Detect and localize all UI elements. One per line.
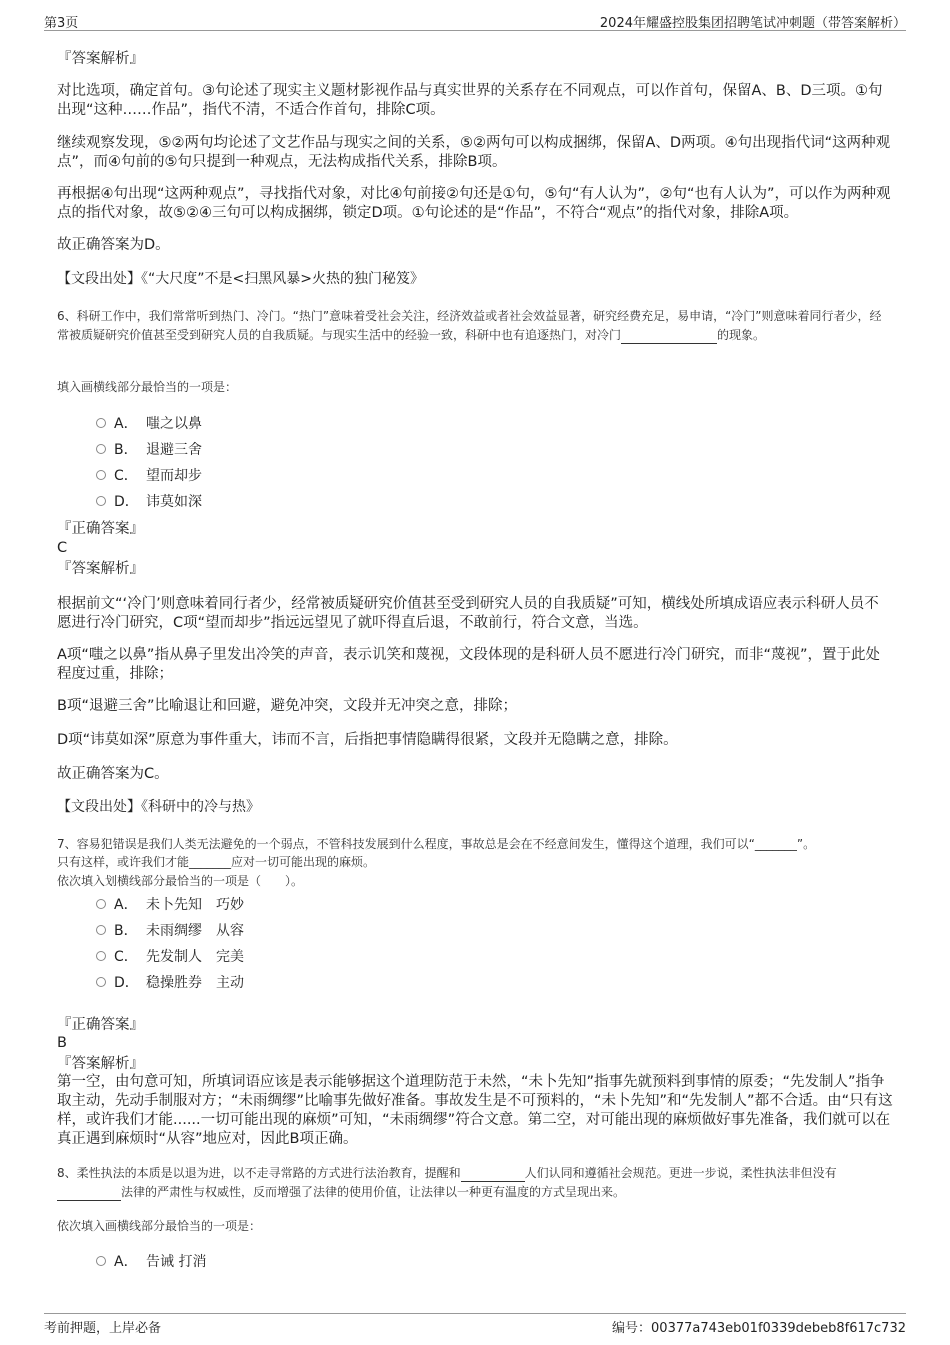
prev-conclusion: 故正确答案为D。 <box>57 237 170 253</box>
q6-stem: 6、科研工作中，我们常常听到热门、冷门。“热门”意味着受社会关注，经济效益或者社会效益显著，研究经费充足，易申请，“冷门”则意味着同行者少，经常被质疑研究价值甚至受到研究人员的自我质疑。与现实生活中的经验一致，科研中也有追逐热门，对冷门 的现象。 <box>57 309 882 342</box>
footer-slogan: 考前押题，上岸必备 <box>44 1321 162 1336</box>
q7-analysis: 第一空，由句意可知，所填词语应该是表示能够据这个道理防范于未然，“未卜先知”指事先就预料到事情的原委；“先发制人”指争取主动，先动手制服对方；“未雨绸缪”比喻事先做好准备。事故发生是不可预料的，“未卜先知”和“先发制人”都不合适。由“只有这样，或许我们才能......一切可能出现的麻烦”可知，“未雨绸缪”符合文意。第二空，对可能出现的麻烦做好事先准备，我们就可以在真正遇到麻烦时“从容”地应对，因此B项正确。 <box>57 1074 893 1147</box>
q6-analysis-para2: A项“嗤之以鼻”指从鼻子里发出冷笑的声音，表示讥笑和蔑视，文段体现的是科研人员不愿进行冷门研究，而非“蔑视”，置于此处程度过重，排除； <box>57 647 880 682</box>
q6-option-b[interactable]: B． 退避三舍 <box>96 441 202 459</box>
q6-option-d[interactable]: D． 讳莫如深 <box>96 493 202 511</box>
document-title: 2024年耀盛控股集团招聘笔试冲刺题（带答案解析） <box>599 16 906 31</box>
prev-analysis-para2: 继续观察发现，⑤②两句均论述了文艺作品与现实之间的关系，⑤②两句可以构成捆绑，保留A、D两项。④句出现指代词“这两种观点”，而④句前的⑤句只提到一种观点，无法构成指代关系，排除B项。 <box>57 135 891 170</box>
q7-answer: B <box>57 1035 67 1051</box>
q8-stem: 8、柔性执法的本质是以退为进，以不走寻常路的方式进行法治教育，提醒和 人们认同和遵循社会规范。更进一步说，柔性执法非但没有 法律的严肃性与权威性，反而增强了法律的使用价值，让法律以一种更有温度的方式呈现出来。 <box>57 1163 893 1201</box>
prev-analysis-para3: 再根据④句出现“这两种观点”，寻找指代对象，对比④句前接②句还是①句，⑤句“有人认为”，②句“也有人认为”，可以作为两种观点的指代对象，故⑤②④三句可以构成捆绑，锁定D项。①句论述的是“作品”，不符合“观点”的指代对象，排除A项。 <box>57 186 891 221</box>
q6-answer: C <box>57 540 68 556</box>
q6-source: 【文段出处】《科研中的冷与热》 <box>57 799 260 815</box>
q7-answer-label: 『正确答案』 <box>57 1017 144 1033</box>
q7-stem-line2: 只有这样，或许我们才能_______应对一切可能出现的麻烦。 <box>57 855 376 869</box>
q7-option-b[interactable]: B． 未雨绸缪 从容 <box>96 922 244 940</box>
q6-conclusion: 故正确答案为C。 <box>57 766 169 782</box>
radio-icon[interactable] <box>96 977 106 987</box>
q7-stem-line1: 7、容易犯错误是我们人类无法避免的一个弱点，不管科技发展到什么程度，事故总是会在不经意间发生，懂得这个道理，我们可以“_______”。 <box>57 837 816 851</box>
q6-analysis-para3: B项“退避三舍”比喻退让和回避，避免冲突，文段并无冲突之意，排除； <box>57 698 517 714</box>
page-footer <box>44 1313 906 1334</box>
prev-source: 【文段出处】《“大尺度”不是<扫黑风暴>火热的独门秘笈》 <box>57 271 424 287</box>
q8-option-a[interactable]: A． 告诫 打消 <box>96 1253 206 1271</box>
q6-analysis-label: 『答案解析』 <box>57 561 144 577</box>
q7-option-c[interactable]: C． 先发制人 完美 <box>96 948 244 966</box>
prev-analysis-para1: 对比选项，确定首句。③句论述了现实主义题材影视作品与真实世界的关系存在不同观点，可以作首句，保留A、B、D三项。①句出现“这种……作品”，指代不清，不适合作首句，排除C项。 <box>57 83 883 118</box>
radio-icon[interactable] <box>96 951 106 961</box>
page-number: 第3页 <box>44 16 79 31</box>
prev-analysis-label: 『答案解析』 <box>57 51 144 67</box>
q6-analysis-para1: 根据前文“‘冷门’则意味着同行者少，经常被质疑研究价值甚至受到研究人员的自我质疑”可知，横线处所填成语应表示科研人员不愿进行冷门研究，C项“望而却步”指远远望见了就吓得直后退，不敢前行，符合文意，当选。 <box>57 596 879 631</box>
radio-icon[interactable] <box>96 1256 106 1266</box>
radio-icon[interactable] <box>96 470 106 480</box>
q7-option-d[interactable]: D． 稳操胜券 主动 <box>96 974 244 992</box>
document-code: 编号：00377a743eb01f0339debeb8f617c732 <box>612 1321 906 1336</box>
q7-option-a[interactable]: A． 未卜先知 巧妙 <box>96 896 244 914</box>
radio-icon[interactable] <box>96 418 106 428</box>
radio-icon[interactable] <box>96 925 106 935</box>
q7-analysis-label: 『答案解析』 <box>57 1056 144 1072</box>
radio-icon[interactable] <box>96 496 106 506</box>
q6-analysis-para4: D项“讳莫如深”原意为事件重大，讳而不言，后指把事情隐瞒得很紧，文段并无隐瞒之意，排除。 <box>57 732 678 748</box>
q6-option-a[interactable]: A． 嗤之以鼻 <box>96 415 202 433</box>
q6-prompt: 填入画横线部分最恰当的一项是： <box>57 380 238 394</box>
q6-answer-label: 『正确答案』 <box>57 521 144 537</box>
q7-prompt: 依次填入划横线部分最恰当的一项是（ ）。 <box>57 874 304 888</box>
page-header <box>44 10 906 31</box>
radio-icon[interactable] <box>96 444 106 454</box>
q6-option-c[interactable]: C． 望而却步 <box>96 467 202 485</box>
q8-prompt: 依次填入画横线部分最恰当的一项是： <box>57 1219 262 1233</box>
radio-icon[interactable] <box>96 899 106 909</box>
